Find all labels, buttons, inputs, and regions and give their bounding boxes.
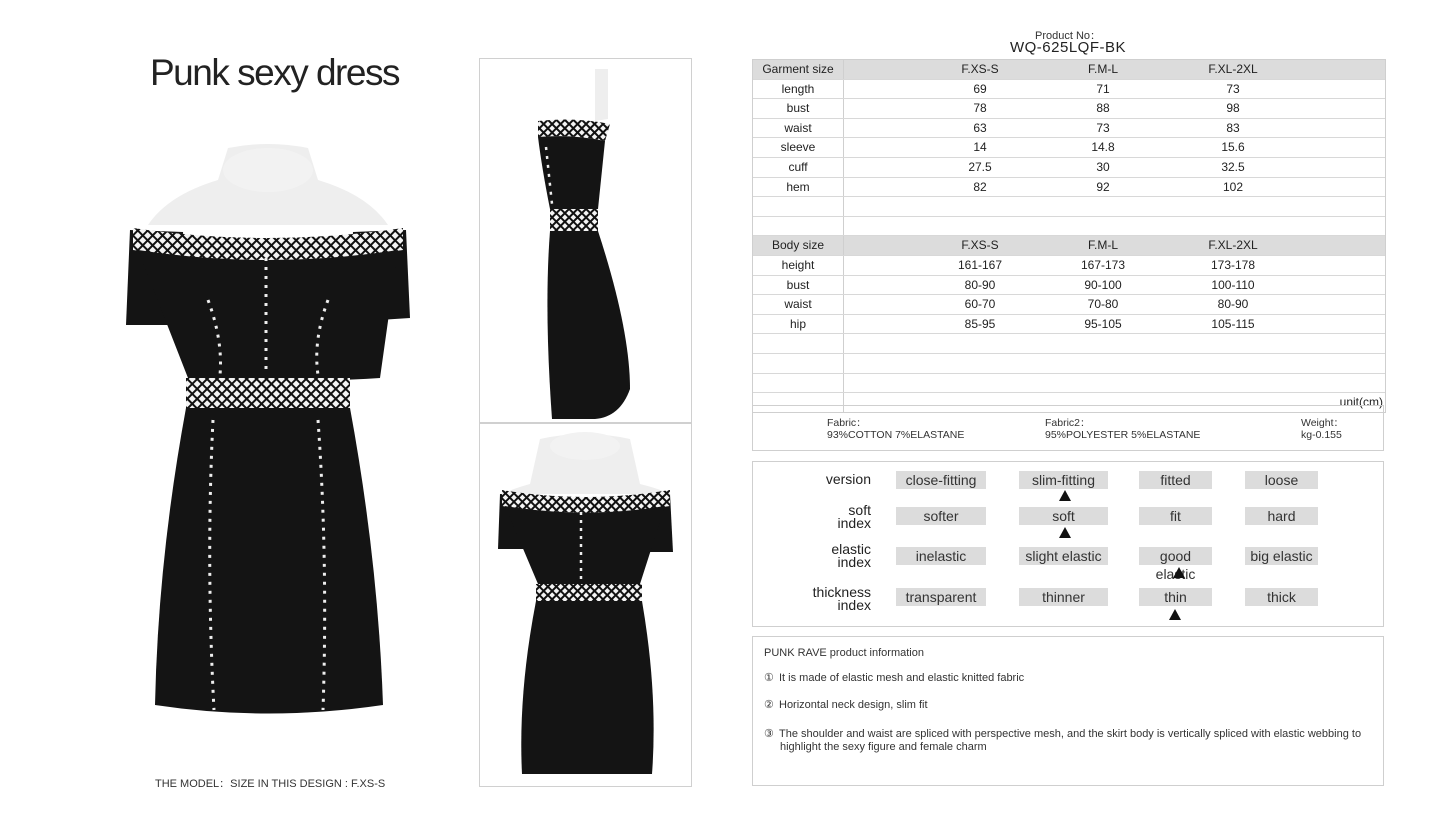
cell: 70-80 bbox=[1087, 297, 1119, 312]
index-label-version: version bbox=[825, 471, 871, 487]
cell: 15.6 bbox=[1221, 140, 1245, 155]
table-row bbox=[753, 99, 1385, 119]
row-label: hip bbox=[753, 315, 844, 334]
header-cell: F.XS-S bbox=[961, 62, 999, 76]
option-chip: thick bbox=[1245, 588, 1318, 606]
fabric-info bbox=[752, 405, 1384, 451]
table-row bbox=[753, 119, 1385, 139]
fabric2-value: 95%POLYESTER 5%ELASTANE bbox=[1045, 429, 1201, 441]
fabric2-label: Fabric2： bbox=[1045, 417, 1091, 429]
cell: 14 bbox=[973, 140, 987, 155]
cell: 73 bbox=[1096, 120, 1110, 135]
cell: 88 bbox=[1096, 101, 1110, 116]
row-label: sleeve bbox=[753, 138, 844, 157]
option-chip: slight elastic bbox=[1019, 547, 1108, 565]
body-size-header bbox=[753, 236, 1385, 256]
product-info-box bbox=[752, 636, 1384, 786]
option-chip: big elastic bbox=[1245, 547, 1318, 565]
selected-marker-icon bbox=[1059, 490, 1071, 501]
empty-row bbox=[753, 374, 1385, 394]
info-item: ③ The shoulder and waist are spliced with perspective mesh, and the skirt body is vertically spliced with elastic webbing to highlight the sexy figure and female charm bbox=[764, 728, 1362, 753]
index-label-thickness: thickness index bbox=[812, 584, 871, 613]
header-cell: F.M-L bbox=[1088, 238, 1118, 253]
cell: 167-173 bbox=[1080, 257, 1126, 272]
cell: 82 bbox=[973, 179, 987, 194]
cell: 83 bbox=[1226, 120, 1240, 135]
cell: 85-95 bbox=[964, 316, 996, 331]
option-chip: slim-fitting bbox=[1019, 471, 1108, 489]
cell: 63 bbox=[973, 120, 987, 135]
cell: 71 bbox=[1096, 81, 1110, 96]
row-label: cuff bbox=[753, 158, 844, 177]
table-row bbox=[753, 295, 1385, 315]
option-chip: softer bbox=[896, 507, 986, 525]
table-row bbox=[753, 158, 1385, 178]
cell: 92 bbox=[1096, 179, 1110, 194]
fabric1 bbox=[827, 417, 964, 441]
size-table bbox=[752, 59, 1386, 413]
option-chip: good elastic bbox=[1139, 547, 1212, 565]
cell: 161-167 bbox=[957, 257, 1003, 272]
option-chip: loose bbox=[1245, 471, 1318, 489]
dress-front-photo bbox=[118, 140, 418, 730]
cell: 32.5 bbox=[1221, 159, 1245, 174]
table-row bbox=[753, 315, 1385, 335]
cell: 78 bbox=[973, 101, 987, 116]
cell: 102 bbox=[1222, 179, 1244, 194]
option-chip: close-fitting bbox=[896, 471, 986, 489]
table-row bbox=[753, 276, 1385, 296]
option-chip: soft bbox=[1019, 507, 1108, 525]
back-view-photo-frame bbox=[479, 423, 692, 787]
table-row bbox=[753, 138, 1385, 158]
cell: 173-178 bbox=[1210, 257, 1256, 272]
cell: 100-110 bbox=[1211, 277, 1255, 292]
product-title: Punk sexy dress bbox=[150, 52, 399, 93]
row-label: length bbox=[753, 80, 844, 99]
header-cell: F.M-L bbox=[1088, 62, 1118, 76]
weight-label: Weight： bbox=[1301, 417, 1344, 429]
fabric2 bbox=[1045, 417, 1200, 441]
header-cell: Body size bbox=[753, 236, 844, 255]
info-title: PUNK RAVE product information bbox=[764, 647, 924, 659]
empty-row bbox=[753, 334, 1385, 354]
header-cell: F.XL-2XL bbox=[1208, 238, 1258, 253]
fabric1-value: 93%COTTON 7%ELASTANE bbox=[827, 429, 965, 441]
cell: 14.8 bbox=[1091, 140, 1115, 155]
product-no-label: Product No： bbox=[1034, 30, 1102, 42]
row-label: bust bbox=[753, 99, 844, 118]
weight-value: kg-0.155 bbox=[1301, 429, 1342, 441]
cell: 80-90 bbox=[1217, 297, 1249, 312]
product-no-value: WQ-625LQF-BK bbox=[1009, 39, 1127, 56]
row-label: hem bbox=[753, 178, 844, 197]
header-cell: F.XS-S bbox=[961, 238, 999, 253]
unit-label: unit(cm) bbox=[1339, 395, 1383, 410]
index-label-soft: soft index bbox=[837, 502, 871, 531]
info-item: ① It is made of elastic mesh and elastic knitted fabric bbox=[764, 672, 1025, 684]
selected-marker-icon bbox=[1169, 609, 1181, 620]
cell: 30 bbox=[1096, 159, 1110, 174]
cell: 69 bbox=[973, 81, 987, 96]
empty-row bbox=[753, 354, 1385, 374]
cell: 80-90 bbox=[964, 277, 996, 292]
row-label: waist bbox=[753, 295, 844, 314]
dress-back-photo bbox=[480, 424, 691, 786]
weight bbox=[1301, 417, 1344, 441]
index-label-elastic: elastic index bbox=[831, 541, 871, 570]
cell: 60-70 bbox=[964, 297, 996, 312]
cell: 98 bbox=[1226, 101, 1240, 116]
option-chip: fitted bbox=[1139, 471, 1212, 489]
cell: 27.5 bbox=[968, 159, 992, 174]
option-chip: inelastic bbox=[896, 547, 986, 565]
header-cell: F.XL-2XL bbox=[1208, 62, 1258, 76]
option-chip: thin bbox=[1139, 588, 1212, 606]
fit-index-chart bbox=[752, 461, 1384, 627]
selected-marker-icon bbox=[1059, 527, 1071, 538]
cell: 105-115 bbox=[1211, 316, 1255, 331]
info-item: ② Horizontal neck design, slim fit bbox=[764, 699, 928, 711]
empty-row bbox=[753, 197, 1385, 217]
table-row bbox=[753, 80, 1385, 100]
side-view-photo-frame bbox=[479, 58, 692, 423]
header-cell: Garment size bbox=[753, 60, 844, 79]
table-row bbox=[753, 178, 1385, 198]
model-size-note: THE MODEL：SIZE IN THIS DESIGN : F.XS-S bbox=[155, 778, 386, 790]
selected-marker-icon bbox=[1173, 567, 1185, 578]
option-chip: fit bbox=[1139, 507, 1212, 525]
option-chip: thinner bbox=[1019, 588, 1108, 606]
table-row bbox=[753, 256, 1385, 276]
cell: 73 bbox=[1226, 81, 1240, 96]
row-label: height bbox=[753, 256, 844, 275]
fabric1-label: Fabric： bbox=[827, 417, 867, 429]
empty-row bbox=[753, 217, 1385, 237]
dress-side-photo bbox=[480, 59, 691, 422]
garment-size-header bbox=[753, 60, 1385, 80]
cell: 95-105 bbox=[1084, 316, 1122, 331]
option-chip: transparent bbox=[896, 588, 986, 606]
option-chip: hard bbox=[1245, 507, 1318, 525]
cell: 90-100 bbox=[1084, 277, 1122, 292]
row-label: waist bbox=[753, 119, 844, 138]
row-label: bust bbox=[753, 276, 844, 295]
